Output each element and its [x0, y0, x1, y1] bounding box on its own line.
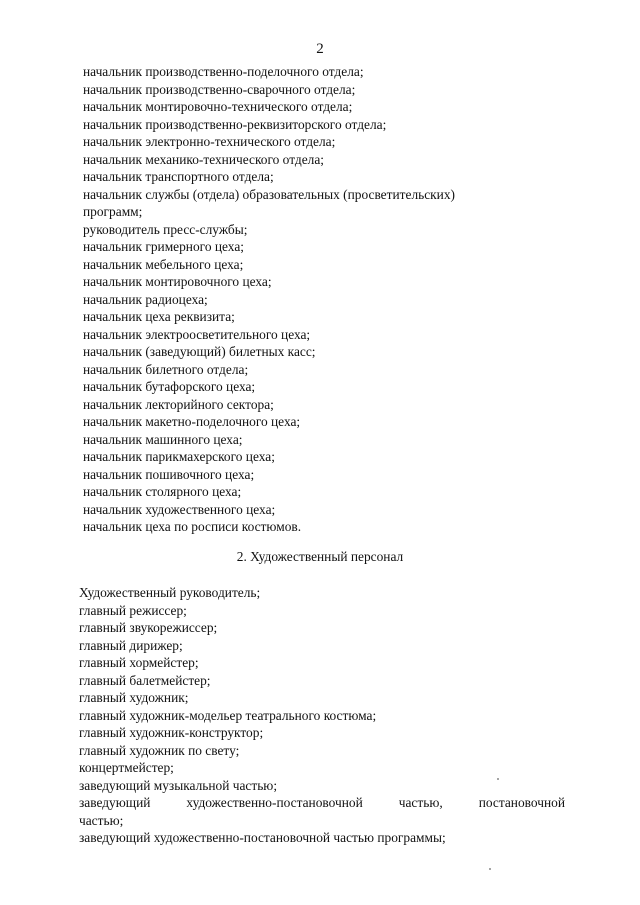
list-item: главный художник-конструктор; — [79, 725, 264, 740]
list-item: заведующий художественно-постановочной частью программы; — [79, 830, 446, 845]
word: художественно-постановочной — [186, 795, 363, 810]
page-number: 2 — [316, 41, 324, 57]
list-item: начальник гримерного цеха; — [83, 239, 244, 254]
section-heading: 2. Художественный персонал — [236, 549, 404, 564]
list-item: главный режиссер; — [79, 602, 187, 618]
list-item: начальник парикмахерского цеха; — [83, 449, 275, 464]
list-item: начальник монтировочного цеха; — [83, 274, 272, 289]
list-item: начальник цеха по росписи костюмов. — [83, 519, 302, 534]
list-item: начальник (заведующий) билетных касс; — [83, 344, 316, 359]
list-item: Художественный руководитель; — [79, 585, 261, 600]
list-item: главный художник-модельер театрального костюма; — [79, 707, 377, 723]
list-item: начальник электронно-технического отдела; — [83, 134, 336, 149]
list-item: начальник службы (отдела) образовательных (просветительских) — [83, 186, 456, 202]
list-item: руководитель пресс-службы; — [83, 221, 248, 237]
scan-speck — [497, 778, 499, 780]
list-item: начальник монтировочно-технического отдела; — [83, 99, 353, 114]
list-item: начальник цеха реквизита; — [83, 309, 235, 324]
list-item: начальник лекторийного сектора; — [83, 396, 274, 412]
list-item: заведующий музыкальной частью; — [79, 777, 278, 793]
list-item: начальник бутафорского цеха; — [83, 379, 256, 394]
list-item: начальник художественного цеха; — [83, 501, 276, 517]
list-item: начальник машинного цеха; — [83, 431, 243, 447]
admin-positions-list — [83, 63, 563, 536]
list-item: главный хормейстер; — [79, 655, 199, 670]
list-item: начальник производственно-поделочного отдела; — [83, 64, 364, 79]
word: заведующий — [79, 795, 151, 810]
list-item: начальник билетного отдела; — [83, 361, 249, 377]
list-item: начальник электроосветительного цеха; — [83, 326, 311, 342]
list-item: концертмейстер; — [79, 760, 174, 775]
scan-speck — [489, 868, 491, 870]
list-item: начальник механико-технического отдела; — [83, 151, 324, 167]
justified-list-item — [79, 794, 565, 812]
list-item: начальник транспортного отдела; — [83, 169, 274, 184]
list-item: главный звукорежиссер; — [79, 620, 218, 635]
list-item: начальник производственно-реквизиторского отдела; — [83, 116, 387, 132]
word: постановочной — [478, 795, 565, 810]
list-item: начальник радиоцеха; — [83, 291, 208, 307]
word: частью, — [398, 795, 443, 810]
list-item: начальник пошивочного цеха; — [83, 466, 255, 482]
list-item: главный художник; — [79, 690, 189, 705]
art-positions-list — [79, 584, 569, 847]
list-item: начальник мебельного цеха; — [83, 256, 244, 272]
list-item: начальник макетно-поделочного цеха; — [83, 414, 301, 429]
list-item: главный художник по свету; — [79, 742, 240, 758]
list-item: главный балетмейстер; — [79, 672, 211, 688]
list-item: программ; — [83, 204, 143, 219]
list-item: начальник столярного цеха; — [83, 484, 242, 499]
list-item: начальник производственно-сварочного отдела; — [83, 81, 356, 97]
list-item: главный дирижер; — [79, 637, 183, 653]
list-item-continuation: частью; — [79, 812, 124, 828]
